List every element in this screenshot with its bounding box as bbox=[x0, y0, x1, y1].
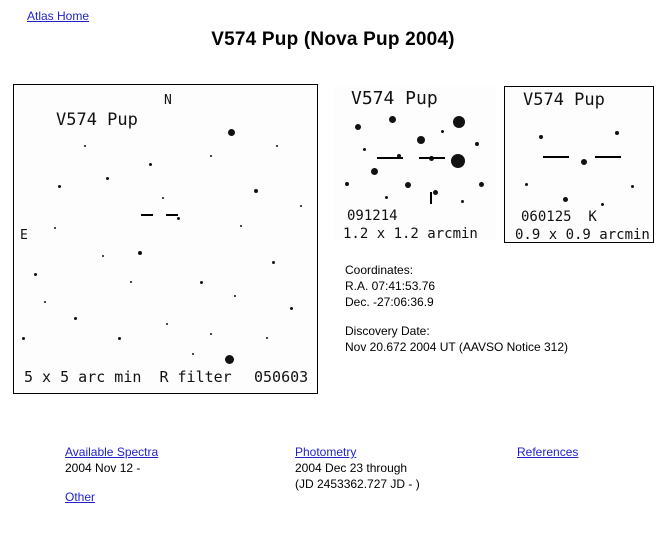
references-link[interactable]: References bbox=[517, 445, 579, 459]
photometry-link[interactable]: Photometry bbox=[295, 445, 357, 459]
middle-tick-down bbox=[430, 192, 432, 204]
coordinates-heading: Coordinates: bbox=[345, 263, 414, 277]
right-date-label: 060125 K bbox=[521, 209, 597, 225]
target-tick-left bbox=[141, 214, 153, 216]
right-image-panel[interactable] bbox=[504, 86, 654, 243]
target-tick-right bbox=[166, 214, 178, 216]
main-date-label: 050603 bbox=[254, 368, 309, 386]
right-scale-label: 0.9 x 0.9 arcmin bbox=[515, 227, 650, 243]
spectra-column bbox=[65, 444, 158, 476]
photometry-detail-2: (JD 2453362.727 JD - ) bbox=[295, 477, 420, 491]
middle-scale-label: 1.2 x 1.2 arcmin bbox=[343, 226, 478, 241]
atlas-home-link[interactable]: Atlas Home bbox=[27, 9, 90, 23]
references-column bbox=[517, 444, 578, 460]
spectra-detail: 2004 Nov 12 - bbox=[65, 461, 141, 475]
main-object-label: V574 Pup bbox=[56, 110, 138, 130]
coordinates-dec: Dec. -27:06:36.9 bbox=[345, 295, 434, 309]
middle-date-label: 091214 bbox=[347, 208, 398, 224]
coordinates-ra: R.A. 07:41:53.76 bbox=[345, 279, 436, 293]
right-tick-right bbox=[595, 156, 621, 158]
middle-image-panel[interactable] bbox=[333, 86, 496, 241]
other-link[interactable]: Other bbox=[65, 490, 96, 504]
right-object-label: V574 Pup bbox=[523, 90, 605, 110]
discovery-group bbox=[345, 323, 645, 355]
page-title: V574 Pup (Nova Pup 2004) bbox=[211, 29, 455, 50]
main-starfield bbox=[14, 85, 317, 393]
photometry-column bbox=[295, 444, 420, 492]
info-block bbox=[345, 262, 645, 368]
discovery-value: Nov 20.672 2004 UT (AAVSO Notice 312) bbox=[345, 340, 569, 354]
main-north-label: N bbox=[164, 93, 172, 108]
other-column bbox=[65, 489, 95, 505]
photometry-detail-1: 2004 Dec 23 through bbox=[295, 461, 408, 475]
middle-tick-left bbox=[377, 157, 403, 159]
right-tick-left bbox=[543, 156, 569, 158]
middle-object-label: V574 Pup bbox=[351, 88, 438, 109]
discovery-heading: Discovery Date: bbox=[345, 324, 430, 338]
coordinates-group bbox=[345, 262, 645, 310]
available-spectra-link[interactable]: Available Spectra bbox=[65, 445, 159, 459]
main-finder-chart[interactable] bbox=[13, 84, 318, 394]
middle-tick-right bbox=[419, 157, 445, 159]
main-east-label: E bbox=[20, 228, 28, 243]
main-scale-label: 5 x 5 arc min R filter bbox=[24, 368, 232, 386]
